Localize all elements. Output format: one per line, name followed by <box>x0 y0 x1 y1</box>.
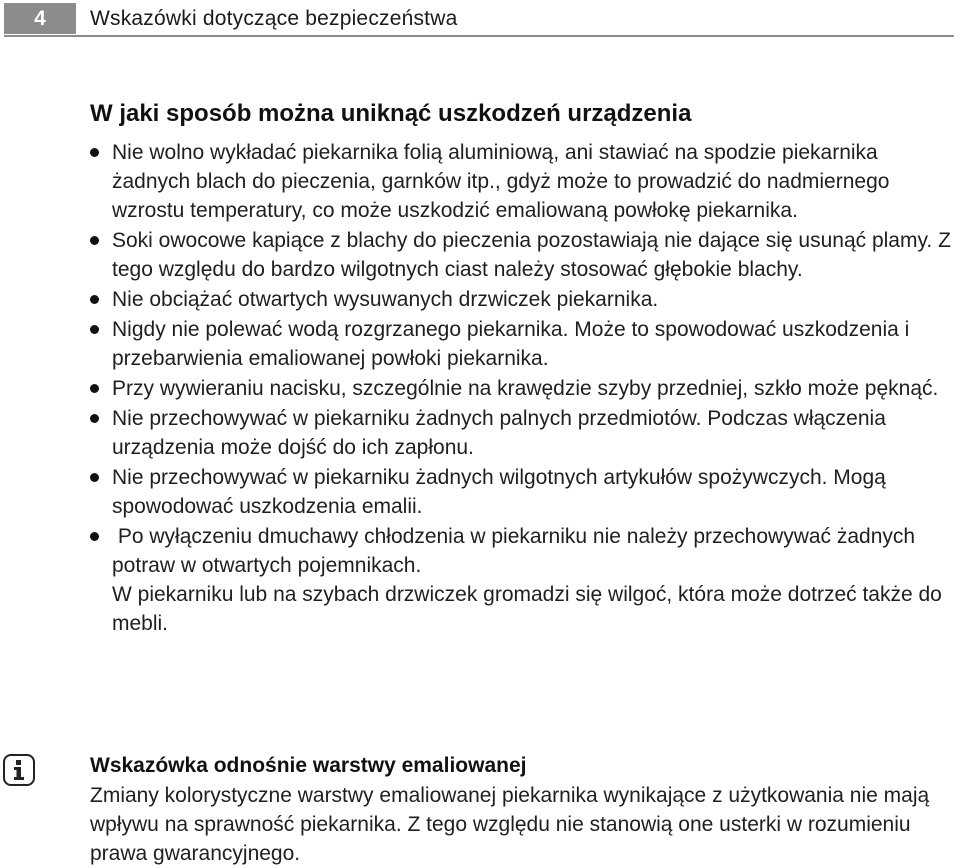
info-icon <box>3 754 35 786</box>
list-item <box>90 463 955 521</box>
safety-bullet-list <box>90 138 955 639</box>
chapter-title: Wskazówki dotyczące bezpieczeństwa <box>90 7 458 30</box>
note-body: Zmiany kolorystyczne warstwy emaliowanej piekarnika wynikające z użytkowania nie mają wpływu na sprawność piekarnika. Z tego względu nie stanowią one usterki w rozumieniu prawa gwarancyjnego. <box>90 784 930 865</box>
list-item <box>90 315 955 373</box>
list-item-text: Po wyłączeniu dmuchawy chłodzenia w piekarniku nie należy przechowywać żadnych potraw w otwartych pojemnikach. <box>112 525 921 577</box>
bullet-icon <box>90 532 99 541</box>
list-item-text: Nie wolno wykładać piekarnika folią aluminiową, ani stawiać na spodzie piekarnika żadnych blach do pieczenia, garnków itp., gdyż może to prowadzić do nadmiernego wzrostu temperatury, co może uszkodzić emaliowaną powłokę piekarnika. <box>112 141 890 222</box>
list-item-text: Soki owocowe kapiące z blachy do pieczenia pozostawiają nie dające się usunąć plamy. Z tego względu do bardzo wilgotnych ciast należy stosować głębokie blachy. <box>112 229 951 281</box>
section-title: W jaki sposób można uniknąć uszkodzeń urządzenia <box>90 100 692 127</box>
page-header <box>0 0 960 36</box>
list-item-text: Nie obciążać otwartych wysuwanych drzwiczek piekarnika. <box>112 288 659 311</box>
bullet-icon <box>90 473 99 482</box>
bullet-icon <box>90 325 99 334</box>
bullet-icon <box>90 295 99 304</box>
list-item-text: Nie przechowywać w piekarniku żadnych palnych przedmiotów. Podczas włączenia urządzenia może dojść do ich zapłonu. <box>112 407 886 459</box>
bullet-icon <box>90 384 99 393</box>
list-item-text: Nie przechowywać w piekarniku żadnych wilgotnych artykułów spożywczych. Mogą spowodować uszkodzenia emalii. <box>112 466 886 518</box>
list-item <box>90 226 955 284</box>
list-item-text: Nigdy nie polewać wodą rozgrzanego piekarnika. Może to spowodować uszkodzenia i przebarwienia emaliowanej powłoki piekarnika. <box>112 318 910 370</box>
bullet-icon <box>90 414 99 423</box>
header-divider <box>4 35 954 37</box>
page-number-badge: 4 <box>4 3 76 34</box>
bullet-icon <box>90 148 99 157</box>
list-item-note: W piekarniku lub na szybach drzwiczek gromadzi się wilgoć, która może dotrzeć także do mebli. <box>112 583 942 635</box>
list-item <box>90 374 955 403</box>
list-item <box>90 285 955 314</box>
list-item <box>90 138 955 225</box>
list-item <box>90 404 955 462</box>
note-title: Wskazówka odnośnie warstwy emaliowanej <box>90 754 527 777</box>
list-item-text: Przy wywieraniu nacisku, szczególnie na krawędzie szyby przedniej, szkło może pęknąć. <box>112 377 939 400</box>
bullet-icon <box>90 236 99 245</box>
list-item <box>90 522 955 638</box>
